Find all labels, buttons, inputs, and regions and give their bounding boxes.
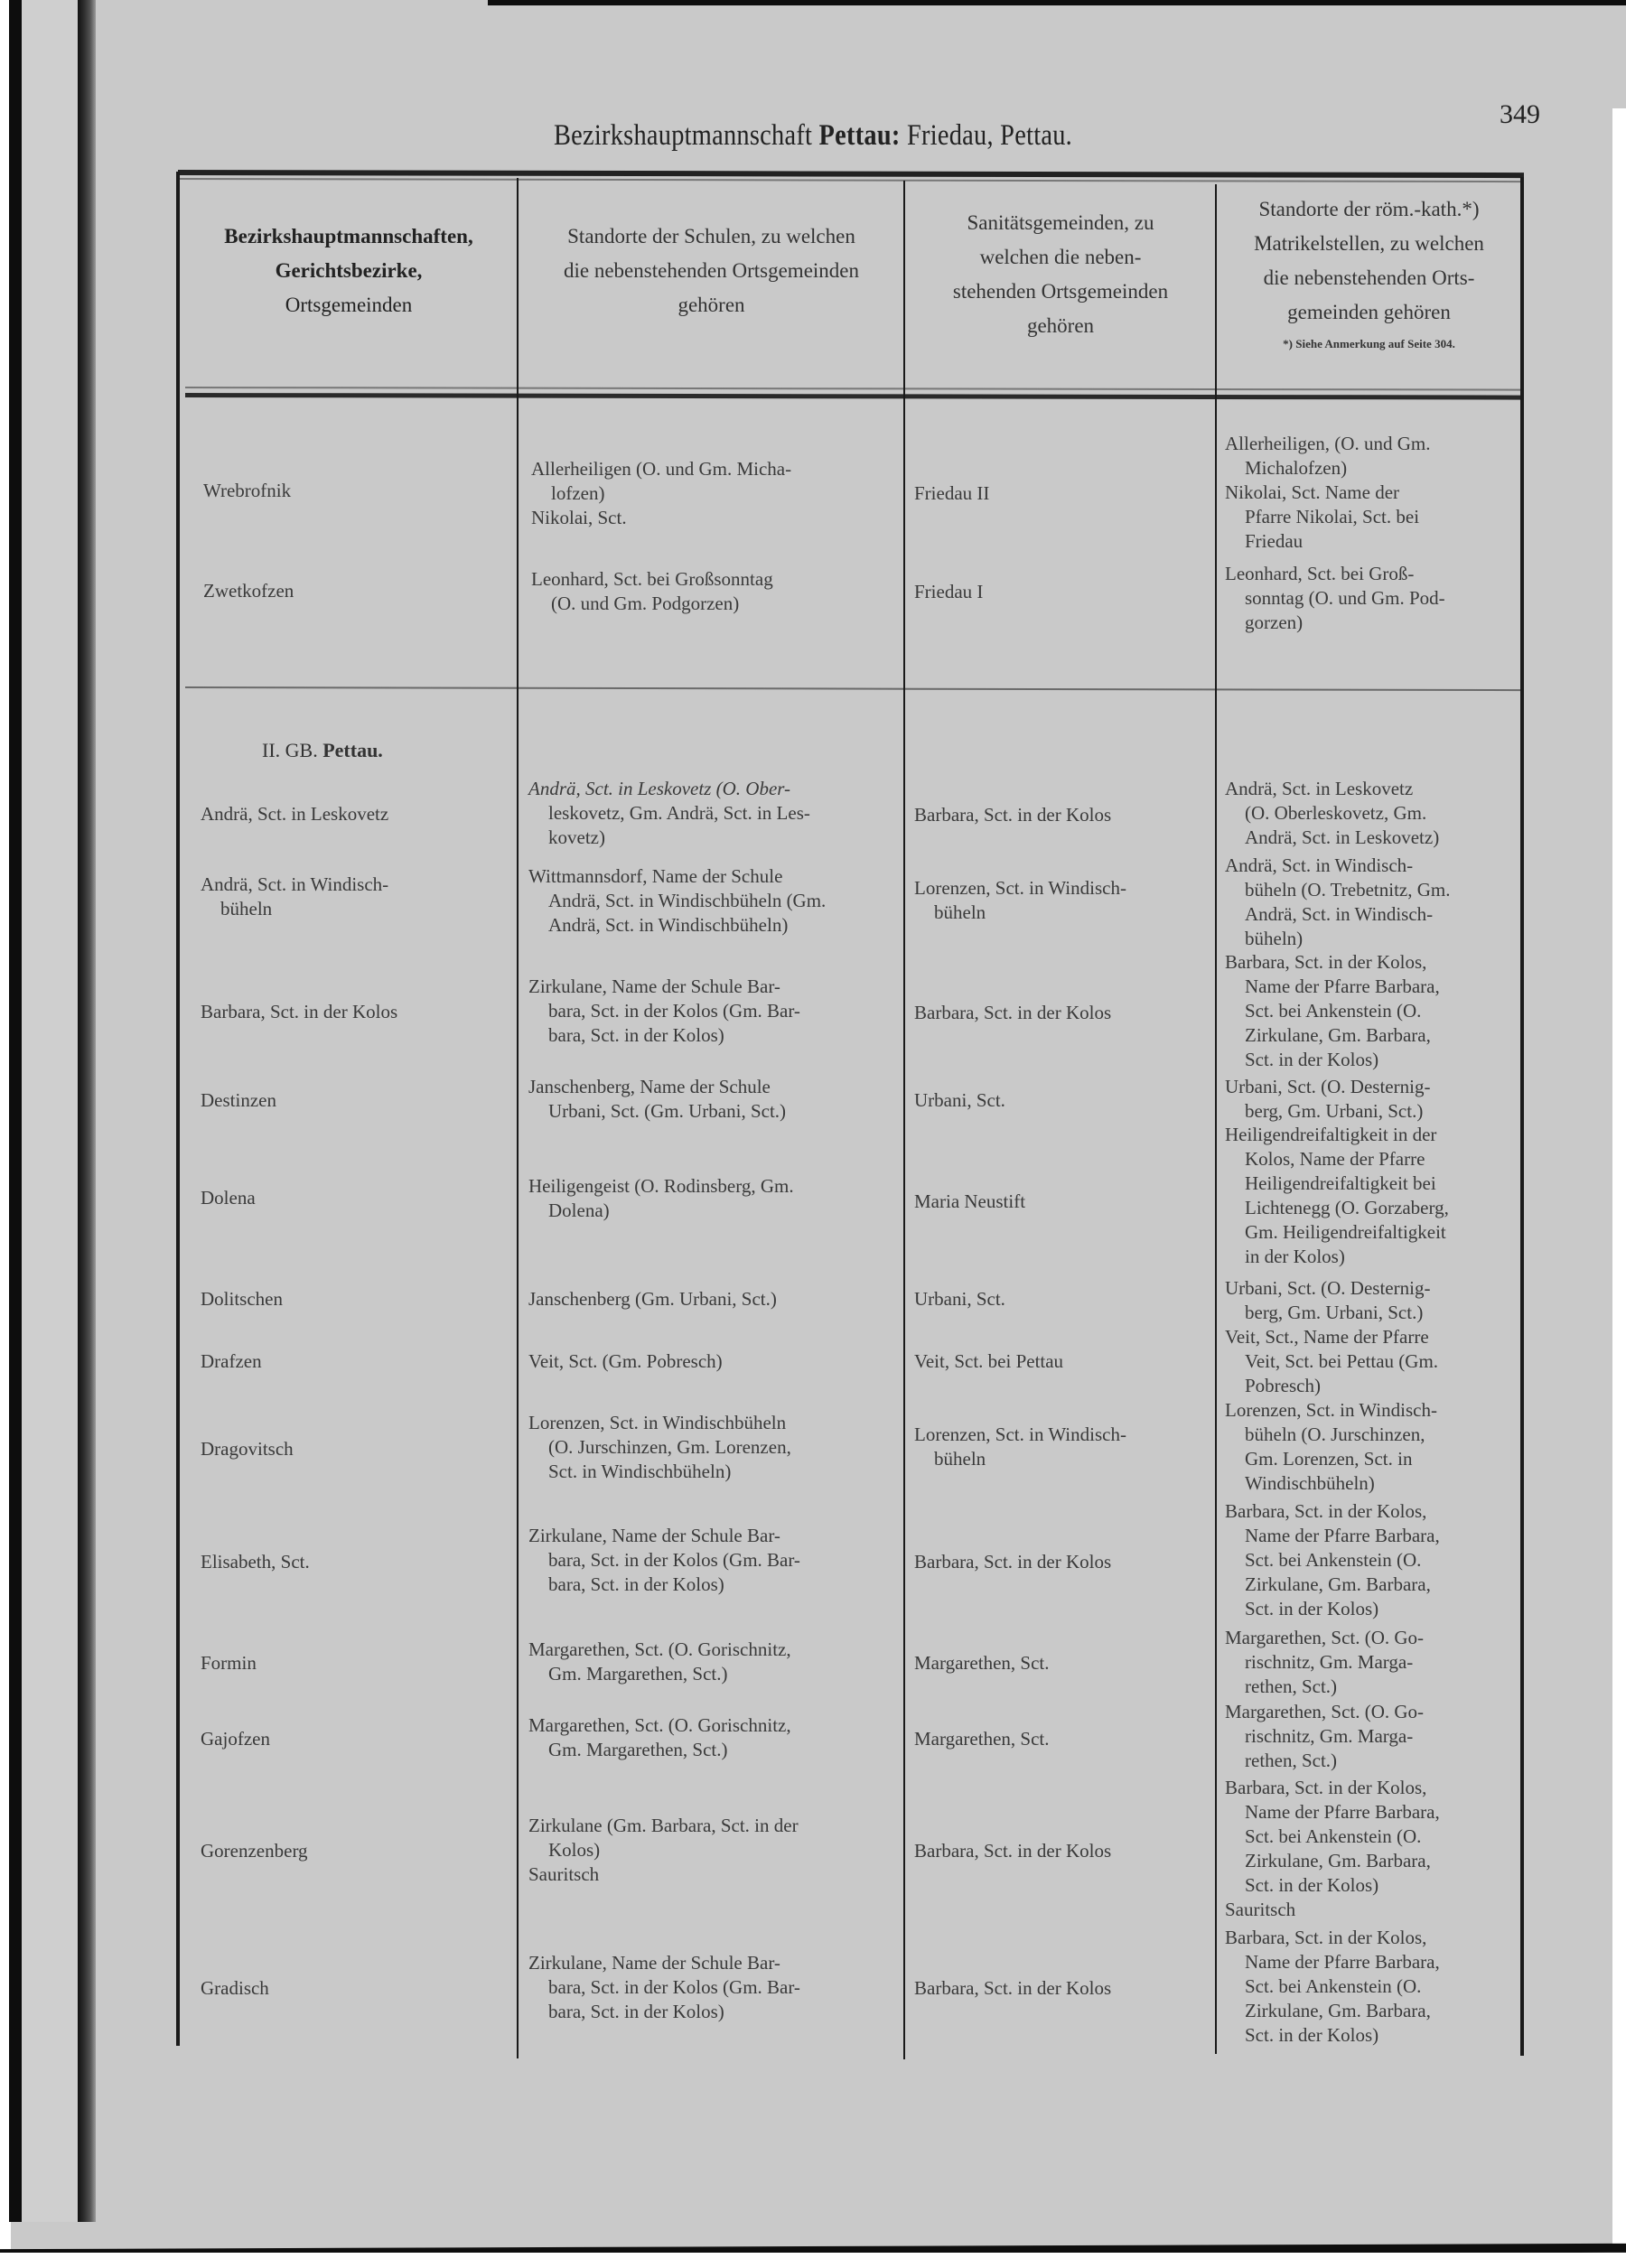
cell-line: Gm. Margarethen, Sct.) [548, 1739, 728, 1760]
cell-line: Andrä, Sct. in Windisch- [1245, 903, 1434, 925]
cell-line: Name der Pfarre Barbara, [1245, 975, 1440, 997]
gemeinde-cell: Wrebrofnik [203, 480, 292, 501]
sanitaet-cell [914, 1088, 1005, 1113]
section-bold: Pettau. [322, 739, 383, 761]
cell-line: Margarethen, Sct. (O. Go- [1225, 1627, 1425, 1648]
cell-line: Name der Pfarre Barbara, [1245, 1951, 1440, 1973]
cell-line: Heiligengeist (O. Rodinsberg, Gm. [528, 1175, 794, 1197]
cell-line: Heiligendreifaltigkeit in der [1225, 1124, 1437, 1145]
cell-line: Sauritsch [528, 1863, 600, 1885]
cell-line: Sct. bei Ankenstein (O. [1245, 1975, 1422, 1997]
cell-line: Barbara, Sct. in der Kolos [914, 1002, 1112, 1023]
cell-line: Zirkulane (Gm. Barbara, Sct. in der [528, 1815, 799, 1836]
cell-line: Wittmannsdorf, Name der Schule [528, 865, 783, 887]
gemeinde-cell [201, 1651, 257, 1675]
cell-line: bara, Sct. in der Kolos (Gm. Bar- [548, 1549, 800, 1571]
header-line: die nebenstehenden Ortsgemeinden [564, 259, 859, 282]
matrikel-cell [1225, 1325, 1519, 1398]
cell-line: Name der Pfarre Barbara, [1245, 1525, 1440, 1546]
schule-cell [528, 1713, 899, 1762]
cell-line: Kolos, Name der Pfarre [1245, 1148, 1425, 1170]
cell-line: Veit, Sct. bei Pettau (Gm. [1245, 1350, 1439, 1372]
matrikel-cell [1225, 1626, 1519, 1699]
cell-line: Destinzen [201, 1089, 276, 1111]
cell-line: bara, Sct. in der Kolos) [548, 1573, 724, 1595]
header-bottom-rule-thin [185, 387, 1522, 391]
cell-line: Lorenzen, Sct. in Windisch- [914, 877, 1126, 899]
cell-line: Sct. bei Ankenstein (O. [1245, 1825, 1422, 1847]
cell-line: lofzen) [551, 482, 605, 504]
cell-line: Sct. bei Ankenstein (O. [1245, 1549, 1422, 1571]
cell-line: bara, Sct. in der Kolos (Gm. Bar- [548, 1976, 800, 1998]
matrikel-cell [1225, 1926, 1519, 2048]
table-right-border [1520, 177, 1524, 2056]
cell-line: Nikolai, Sct. Name der [1225, 481, 1400, 503]
cell-line: Zirkulane, Gm. Barbara, [1245, 1850, 1431, 1871]
cell-line: Margarethen, Sct. (O. Gorischnitz, [528, 1638, 791, 1660]
matrikel-cell [1225, 1075, 1519, 1124]
cell-line: Zirkulane, Name der Schule Bar- [528, 975, 780, 997]
schule-cell [528, 1287, 899, 1311]
cell-line: Janschenberg (Gm. Urbani, Sct.) [528, 1288, 777, 1310]
cell-line: rethen, Sct.) [1245, 1675, 1338, 1697]
header-line: Standorte der röm.-kath.*) [1258, 198, 1480, 220]
cell-line: Andrä, Sct. in Leskovetz) [1245, 826, 1440, 848]
matrikel-cell [1225, 1700, 1519, 1773]
cell-line: büheln [220, 898, 273, 919]
cell-line: Barbara, Sct. in der Kolos [914, 804, 1112, 826]
cell-line: (O. und Gm. Podgorzen) [551, 593, 740, 614]
cell-line: Andrä, Sct. in Leskovetz (O. Ober- [528, 778, 791, 799]
section-title [262, 739, 383, 762]
header-line: stehenden Ortsgemeinden [952, 280, 1169, 303]
header-gemeinden [181, 219, 517, 322]
cell-line: gorzen) [1245, 611, 1304, 633]
cell-line: Barbara, Sct. in der Kolos, [1225, 951, 1427, 973]
cell-line: Heiligendreifaltigkeit bei [1245, 1172, 1436, 1194]
header-line: Bezirkshauptmannschaften, [224, 225, 473, 247]
cell-line: Barbara, Sct. in der Kolos, [1225, 1777, 1427, 1798]
cell-line: Dolena) [548, 1199, 610, 1221]
cell-line: Barbara, Sct. in der Kolos, [1225, 1500, 1427, 1522]
cell-line: Veit, Sct. bei Pettau [914, 1350, 1064, 1372]
schule-cell [531, 457, 897, 530]
schule-cell [528, 1638, 899, 1686]
cell-line: Urbani, Sct. (O. Desternig- [1225, 1076, 1431, 1097]
gemeinde-cell [201, 1727, 270, 1751]
cell-line: Gradisch [201, 1977, 269, 1999]
header-line: gemeinden gehören [1287, 301, 1451, 323]
sanitaet-cell [914, 1839, 1111, 1863]
cell-line: Allerheiligen (O. und Gm. Micha- [531, 458, 792, 480]
cell-line: büheln) [1245, 928, 1304, 949]
header-line: die nebenstehenden Orts- [1263, 266, 1475, 289]
cell-line: bara, Sct. in der Kolos) [548, 1024, 724, 1046]
gemeinde-cell [201, 1437, 294, 1461]
cell-line: Michalofzen) [1245, 457, 1348, 479]
cell-line: Margarethen, Sct. (O. Go- [1225, 1701, 1425, 1722]
cell-line: büheln (O. Jurschinzen, [1245, 1423, 1425, 1445]
gemeinde-cell [201, 1000, 397, 1024]
running-head-bold: Pettau: [818, 119, 901, 152]
sanitaet-cell [914, 876, 1126, 925]
cell-line: Dragovitsch [201, 1438, 294, 1460]
cell-line: Elisabeth, Sct. [201, 1551, 310, 1573]
scan-bottom-margin [0, 2253, 1626, 2268]
page-margin-strip [22, 0, 78, 2222]
cell-line: Sct. in der Kolos) [1245, 1874, 1379, 1896]
cell-line: Lorenzen, Sct. in Windisch- [1225, 1399, 1437, 1421]
cell-line: Urbani, Sct. (Gm. Urbani, Sct.) [548, 1100, 787, 1122]
gemeinde-cell [201, 1349, 262, 1374]
matrikel-cell [1225, 777, 1519, 850]
cell-line: Barbara, Sct. in der Kolos, [1225, 1927, 1427, 1948]
cell-line: in der Kolos) [1245, 1246, 1345, 1267]
cell-line: berg, Gm. Urbani, Sct.) [1245, 1302, 1424, 1323]
cell-line: Sct. in Windischbüheln) [548, 1461, 732, 1482]
cell-line: Andrä, Sct. in Leskovetz [1225, 778, 1414, 799]
cell-line: Urbani, Sct. [914, 1089, 1005, 1111]
schule-cell [528, 777, 899, 850]
gemeinde-cell [201, 1976, 269, 2001]
cell-line: Urbani, Sct. (O. Desternig- [1225, 1277, 1431, 1299]
schule-cell [528, 1814, 899, 1887]
cell-line: Dolena [201, 1187, 256, 1209]
matrikel-cell [1225, 1499, 1519, 1621]
cell-line: Margarethen, Sct. (O. Gorischnitz, [528, 1714, 791, 1736]
sanitaet-cell [914, 1001, 1111, 1025]
table-top-rule [178, 170, 1524, 178]
matrikel-cell [1225, 1123, 1519, 1269]
cell-line: Janschenberg, Name der Schule [528, 1076, 771, 1097]
cell-line: büheln (O. Trebetnitz, Gm. [1245, 879, 1451, 901]
table-top-rule-thin [178, 178, 1524, 182]
gemeinde-cell [201, 1186, 256, 1210]
sanitaet-cell [914, 1287, 1005, 1311]
cell-line: Lichtenegg (O. Gorzaberg, [1245, 1197, 1449, 1218]
cell-line: Gorenzenberg [201, 1840, 308, 1862]
sanitaet-cell [914, 1976, 1111, 2001]
sanitaet-cell [914, 1423, 1126, 1471]
column-divider-3 [1215, 184, 1217, 2054]
running-head-suffix: Friedau, Pettau. [900, 119, 1073, 152]
schule-cell [528, 1951, 899, 2024]
cell-line: Barbara, Sct. in der Kolos [914, 1551, 1112, 1573]
matrikel-cell [1225, 432, 1519, 554]
cell-line: Nikolai, Sct. [531, 507, 627, 528]
column-divider-1 [517, 178, 519, 2058]
cell-line: Leonhard, Sct. bei Groß- [1225, 563, 1415, 584]
header-line: Standorte der Schulen, zu welchen [567, 225, 855, 247]
gemeinde-cell [201, 802, 388, 826]
header-matrikel [1218, 192, 1520, 353]
matrikel-cell [1225, 950, 1519, 1072]
cell-line: (O. Jurschinzen, Gm. Lorenzen, [548, 1436, 791, 1458]
book-gutter-shadow [78, 0, 96, 2222]
cell-line: Lorenzen, Sct. in Windisch- [914, 1423, 1126, 1445]
cell-line: büheln [934, 1448, 986, 1470]
running-head-prefix: Bezirkshauptmannschaft [553, 119, 819, 152]
header-bottom-rule [185, 393, 1522, 400]
cell-line: Gm. Lorenzen, Sct. in [1245, 1448, 1413, 1470]
cell-line: rischnitz, Gm. Marga- [1245, 1725, 1414, 1747]
gemeinde-cell [201, 1287, 283, 1311]
book-binding-edge [9, 0, 22, 2222]
cell-line: Zirkulane, Gm. Barbara, [1245, 1573, 1431, 1595]
sanitaet-cell [914, 1651, 1049, 1675]
scan-top-edge [488, 0, 1626, 5]
cell-line: Name der Pfarre Barbara, [1245, 1801, 1440, 1823]
header-line: welchen die neben- [979, 246, 1142, 268]
matrikel-cell [1225, 1398, 1519, 1496]
cell-line: Andrä, Sct. in Leskovetz [201, 803, 389, 825]
schule-cell [528, 1075, 899, 1124]
header-line: Sanitätsgemeinden, zu [967, 211, 1154, 234]
header-footnote: *) Siehe Anmerkung auf Seite 304. [1283, 337, 1455, 350]
cell-line: Maria Neustift [914, 1190, 1026, 1212]
cell-line: Sauritsch [1225, 1899, 1296, 1920]
gemeinde-cell: Zwetkofzen [203, 580, 294, 602]
cell-line: Urbani, Sct. [914, 1288, 1005, 1310]
cell-line: Sct. bei Ankenstein (O. [1245, 1000, 1422, 1022]
gemeinde-cell [201, 1088, 276, 1113]
schule-cell [528, 975, 899, 1048]
header-line: gehören [678, 294, 745, 316]
cell-line: sonntag (O. und Gm. Pod- [1245, 587, 1445, 609]
matrikel-cell [1225, 1776, 1519, 1922]
table-left-border [176, 172, 180, 2046]
header-line: Matrikelstellen, zu welchen [1254, 232, 1484, 255]
sanitaet-cell [914, 1727, 1049, 1751]
cell-line: Margarethen, Sct. [914, 1728, 1050, 1750]
cell-line: Margarethen, Sct. [914, 1652, 1050, 1674]
cell-line: Barbara, Sct. in der Kolos [914, 1840, 1112, 1862]
cell-line: rethen, Sct.) [1245, 1750, 1338, 1771]
schule-cell [528, 1174, 899, 1223]
cell-line: Andrä, Sct. in Windischbüheln) [548, 914, 789, 936]
cell-line: rischnitz, Gm. Marga- [1245, 1651, 1414, 1673]
schule-cell [528, 1349, 899, 1374]
sanitaet-cell: Friedau I [914, 581, 984, 602]
column-divider-2 [903, 181, 905, 2059]
schule-cell [528, 1524, 899, 1597]
cell-line: bara, Sct. in der Kolos) [548, 2001, 724, 2022]
cell-line: leskovetz, Gm. Andrä, Sct. in Les- [548, 802, 810, 824]
header-sanitaet [906, 206, 1215, 343]
cell-line: Gajofzen [201, 1728, 270, 1750]
schule-cell [528, 864, 899, 938]
cell-line: Sct. in der Kolos) [1245, 2024, 1379, 2046]
cell-line: Barbara, Sct. in der Kolos [201, 1001, 398, 1022]
gemeinde-cell [201, 1839, 308, 1863]
cell-line: Kolos) [548, 1839, 601, 1861]
cell-line: Gm. Heiligendreifaltigkeit [1245, 1221, 1446, 1243]
cell-line: Barbara, Sct. in der Kolos [914, 1977, 1112, 1999]
cell-line: Veit, Sct. (Gm. Pobresch) [528, 1350, 723, 1372]
matrikel-cell [1225, 562, 1519, 635]
cell-line: Dolitschen [201, 1288, 283, 1310]
matrikel-cell [1225, 1276, 1519, 1325]
cell-line: Lorenzen, Sct. in Windischbüheln [528, 1412, 787, 1433]
running-head [114, 119, 1512, 153]
cell-line: Andrä, Sct. in Windisch- [201, 873, 389, 895]
cell-line: Zirkulane, Gm. Barbara, [1245, 2000, 1431, 2021]
cell-line: (O. Oberleskovetz, Gm. [1245, 802, 1427, 824]
cell-line: Zirkulane, Name der Schule Bar- [528, 1525, 780, 1546]
sanitaet-cell [914, 1550, 1111, 1574]
cell-line: Pfarre Nikolai, Sct. bei [1245, 506, 1420, 527]
section-divider-rule [185, 686, 1522, 691]
page-number: 349 [1500, 99, 1540, 129]
sanitaet-cell [914, 1190, 1025, 1214]
cell-line: Friedau [1245, 530, 1304, 552]
cell-line: Pobresch) [1245, 1375, 1321, 1396]
matrikel-cell [1225, 854, 1519, 951]
sanitaet-cell [914, 803, 1111, 827]
cell-line: Veit, Sct., Name der Pfarre [1225, 1326, 1429, 1348]
header-line: gehören [1026, 314, 1095, 337]
cell-line: Andrä, Sct. in Windisch- [1225, 854, 1414, 876]
gemeinde-cell [201, 873, 388, 921]
cell-line: Drafzen [201, 1350, 262, 1372]
cell-line: Sct. in der Kolos) [1245, 1598, 1379, 1619]
cell-line: Allerheiligen, (O. und Gm. [1225, 433, 1431, 454]
cell-line: Windischbüheln) [1245, 1472, 1375, 1494]
cell-line: Leonhard, Sct. bei Großsonntag [531, 568, 773, 590]
section-prefix: II. GB. [262, 739, 323, 761]
cell-line: berg, Gm. Urbani, Sct.) [1245, 1100, 1424, 1122]
cell-line: Zirkulane, Name der Schule Bar- [528, 1952, 780, 1974]
sanitaet-cell [914, 1349, 1063, 1374]
cell-line: Andrä, Sct. in Windischbüheln (Gm. [548, 890, 827, 911]
schule-cell [531, 567, 897, 616]
sanitaet-cell: Friedau II [914, 482, 990, 504]
cell-line: bara, Sct. in der Kolos (Gm. Bar- [548, 1000, 800, 1022]
cell-line: Gm. Margarethen, Sct.) [548, 1663, 728, 1685]
cell-line: büheln [934, 901, 986, 923]
cell-line: kovetz) [548, 826, 605, 848]
cell-line: Zirkulane, Gm. Barbara, [1245, 1024, 1431, 1046]
header-line: Gerichtsbezirke, [275, 259, 423, 282]
cell-line: Sct. in der Kolos) [1245, 1049, 1379, 1070]
scan-right-edge [1612, 108, 1626, 2249]
header-line: Ortsgemeinden [285, 294, 413, 316]
schule-cell [528, 1411, 899, 1484]
header-schulen [519, 219, 903, 322]
gemeinde-cell [201, 1550, 310, 1574]
cell-line: Formin [201, 1652, 257, 1674]
